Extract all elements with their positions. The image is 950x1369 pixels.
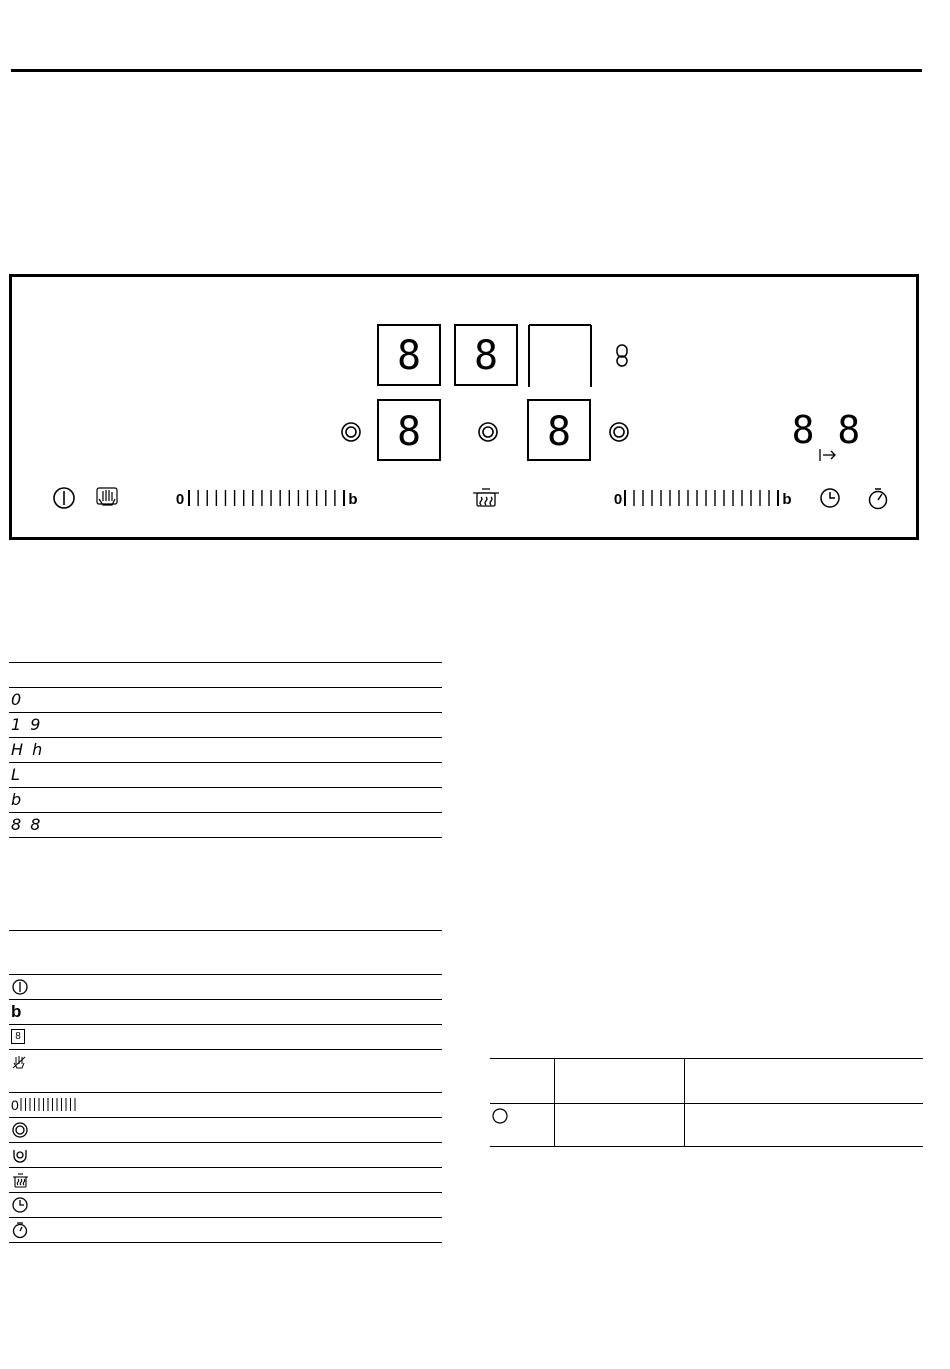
stopwatch-icon: [11, 1221, 29, 1239]
clock-icon[interactable]: [821, 489, 839, 507]
table-row: [9, 974, 442, 999]
panel-drawing: [12, 277, 922, 543]
timer-display: 8 8: [791, 408, 861, 452]
control-symbols-table: [9, 930, 442, 1243]
display-symbols-table: [9, 662, 442, 838]
display-box-rear-center: [455, 325, 517, 385]
clock-icon: [11, 1196, 29, 1214]
keepwarm-pot-icon: [11, 1171, 29, 1189]
pan-icon: [11, 1146, 29, 1164]
stopwatch-icon[interactable]: [870, 489, 887, 509]
table-row: [9, 1192, 442, 1217]
circle-icon: [491, 1107, 509, 1125]
slider-max-label: b: [782, 491, 792, 508]
table-header: [9, 662, 442, 687]
boost-symbol: b: [11, 1001, 22, 1021]
table-row: [9, 1049, 442, 1092]
table-row: [9, 999, 442, 1024]
display-box-rear-right: [529, 325, 591, 387]
digit-box-icon: 8: [11, 1029, 25, 1044]
slider-min-label: 0: [175, 491, 185, 508]
display-digit: 8: [396, 409, 422, 455]
display-digit: 8: [473, 333, 499, 379]
display-symbol: 8 8: [11, 815, 43, 834]
slider-ticks: [189, 490, 344, 506]
display-box-front-left: [378, 400, 440, 460]
lock-indicator-icon: [617, 345, 627, 366]
cookzone-icon[interactable]: [610, 423, 628, 441]
table-row: [9, 712, 442, 737]
table-row: [9, 687, 442, 712]
table-row: [9, 1117, 442, 1142]
slider-min-label: 0: [613, 491, 623, 508]
hand-icon: [11, 1054, 27, 1070]
childlock-hand-icon[interactable]: [97, 488, 117, 505]
power-icon: [11, 978, 29, 996]
display-symbol: L: [11, 765, 22, 784]
table-row: [9, 1024, 442, 1049]
slider-scale-icon: [19, 1097, 77, 1112]
table-row: [9, 787, 442, 812]
table-row: [9, 1092, 442, 1117]
table-header: [9, 930, 442, 974]
table-row: [9, 737, 442, 762]
display-symbol: b: [11, 790, 24, 809]
power-icon[interactable]: [54, 488, 74, 508]
power-slider-left[interactable]: [176, 490, 358, 508]
display-digit: 8: [546, 409, 572, 455]
table-row: [9, 1217, 442, 1243]
display-symbol: H h: [11, 740, 45, 759]
control-panel: [9, 274, 919, 540]
table-row: [9, 1142, 442, 1167]
table-row: [9, 1167, 442, 1192]
top-rule: [11, 69, 922, 72]
power-slider-right[interactable]: [614, 490, 792, 508]
cookzone-icon[interactable]: [342, 423, 360, 441]
small-table: [490, 1058, 923, 1147]
display-symbol: 1 9: [11, 715, 43, 734]
slider-max-label: b: [348, 491, 358, 508]
cookzone-icon: [11, 1121, 29, 1139]
table-row: [9, 812, 442, 838]
keepwarm-pot-icon[interactable]: [473, 489, 499, 506]
display-box-front-right: [528, 400, 590, 460]
slider-scale-zero: 0: [11, 1096, 19, 1113]
slider-ticks: [625, 490, 778, 506]
table-row: [9, 762, 442, 787]
display-symbol: 0: [11, 690, 24, 709]
display-digit: 8: [396, 333, 422, 379]
display-box-rear-left: [378, 325, 440, 385]
cookzone-icon[interactable]: [479, 423, 497, 441]
table-header: [490, 1058, 923, 1103]
table-row: [490, 1103, 923, 1147]
